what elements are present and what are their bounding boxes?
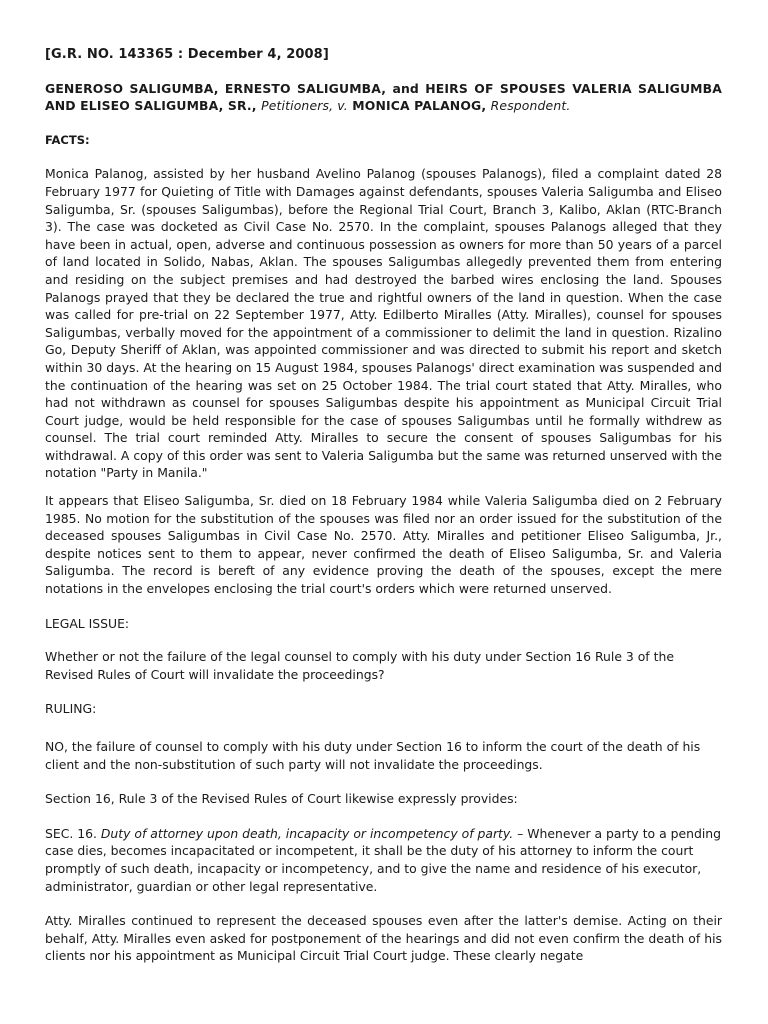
petitioners-role: Petitioners	[261, 98, 330, 114]
document-body	[45, 46, 722, 975]
section-intro: Section 16, Rule 3 of the Revised Rules of Court likewise expressly provides:	[45, 791, 518, 807]
section-title: Duty of attorney upon death, incapacity or incompetency of party.	[100, 825, 514, 841]
facts-paragraph-2: It appears that Eliseo Saligumba, Sr. died on 18 February 1984 while Valeria Saligumba died on 2 February 1985. No motion for the substitution of the spouses was filed nor an order issued for the substitution of the deceased spouses Saligumbas in Civil Case No. 2570. Atty. Miralles and petitioner Eliseo Saligumba, Jr., despite notices sent to them to appear, never confirmed the death of Eliseo Saligumba, Sr. and Valeria Saligumba. The record is bereft of any evidence proving the death of the spouses, except the mere notations in the envelopes enclosing the trial court's orders which were returned unserved.	[45, 493, 722, 597]
ruling-text: NO, the failure of counsel to comply with his duty under Section 16 to inform the court of the death of his client and the non-substitution of such party will not invalidate the proceedings.	[45, 739, 701, 772]
respondent-name: MONICA PALANOG,	[352, 98, 487, 114]
respondent-role: Respondent.	[490, 98, 571, 114]
section-prefix: SEC. 16.	[45, 825, 97, 841]
section-16-quote	[45, 825, 722, 895]
legal-issue-text: Whether or not the failure of the legal counsel to comply with his duty under Section 16 Rule 3 of the Revised Rules of Court will invalidate the proceedings?	[45, 649, 674, 682]
facts-paragraph-1: Monica Palanog, assisted by her husband Avelino Palanog (spouses Palanogs), filed a complaint dated 28 February 1977 for Quieting of Title with Damages against defendants, spouses Valeria Saligumba and Eliseo Saligumba, Sr. (spouses Saligumbas), before the Regional Trial Court, Branch 3, Kalibo, Aklan (RTC-Branch 3). The case was docketed as Civil Case No. 2570. In the complaint, spouses Palanogs alleged that they have been in actual, open, adverse and continuous possession as owners for more than 50 years of a parcel of land located in Solido, Nabas, Aklan. The spouses Saligumbas allegedly prevented them from entering and residing on the subject premises and had destroyed the barbed wires enclosing the land. Spouses Palanogs prayed that they be declared the true and rightful owners of the land in question. When the case was called for pre-trial on 22 September 1977, Atty. Edilberto Miralles (Atty. Miralles), counsel for spouses Saligumbas, verbally moved for the appointment of a commissioner to delimit the land in question. Rizalino Go, Deputy Sheriff of Aklan, was appointed commissioner and was directed to submit his report and sketch within 30 days. At the hearing on 15 August 1984, spouses Palanogs' direct examination was suspended and the continuation of the hearing was set on 25 October 1984. The trial court stated that Atty. Miralles, who had not withdrawn as counsel for spouses Saligumbas despite his appointment as Municipal Circuit Trial Court judge, would be held responsible for the case of spouses Saligumbas until he formally withdrew as counsel. The trial court reminded Atty. Miralles to secure the consent of spouses Saligumbas for his withdrawal. A copy of this order was sent to Valeria Saligumba but the same was returned unserved with the notation "Party in Manila."	[45, 166, 722, 481]
case-number: [G.R. NO. 143365 : December 4, 2008]	[45, 47, 329, 62]
petitioners-names: GENEROSO SALIGUMBA, ERNESTO SALIGUMBA, and HEIRS OF SPOUSES VALERIA SALIGUMBA AND ELISEO SALIGUMBA, SR.,	[45, 80, 722, 114]
ruling-heading: RULING:	[45, 701, 97, 717]
case-title	[45, 80, 722, 115]
facts-heading: FACTS:	[45, 132, 90, 147]
legal-issue-heading: LEGAL ISSUE:	[45, 615, 130, 631]
section-body: – Whenever a party to a pending case dies, becomes incapacitated or incompetent, it shall be the duty of his attorney to inform the court promptly of such death, incapacity or incompetency, and to give the name and residence of his executor, administrator, guardian or other legal representative.	[45, 825, 721, 894]
closing-paragraph: Atty. Miralles continued to represent the deceased spouses even after the latter's demise. Acting on their behalf, Atty. Miralles even asked for postponement of the hearings and did not even confirm the death of his clients nor his appointment as Municipal Circuit Trial Court judge. These clearly negate	[45, 913, 722, 964]
versus-label: , v.	[329, 98, 348, 114]
